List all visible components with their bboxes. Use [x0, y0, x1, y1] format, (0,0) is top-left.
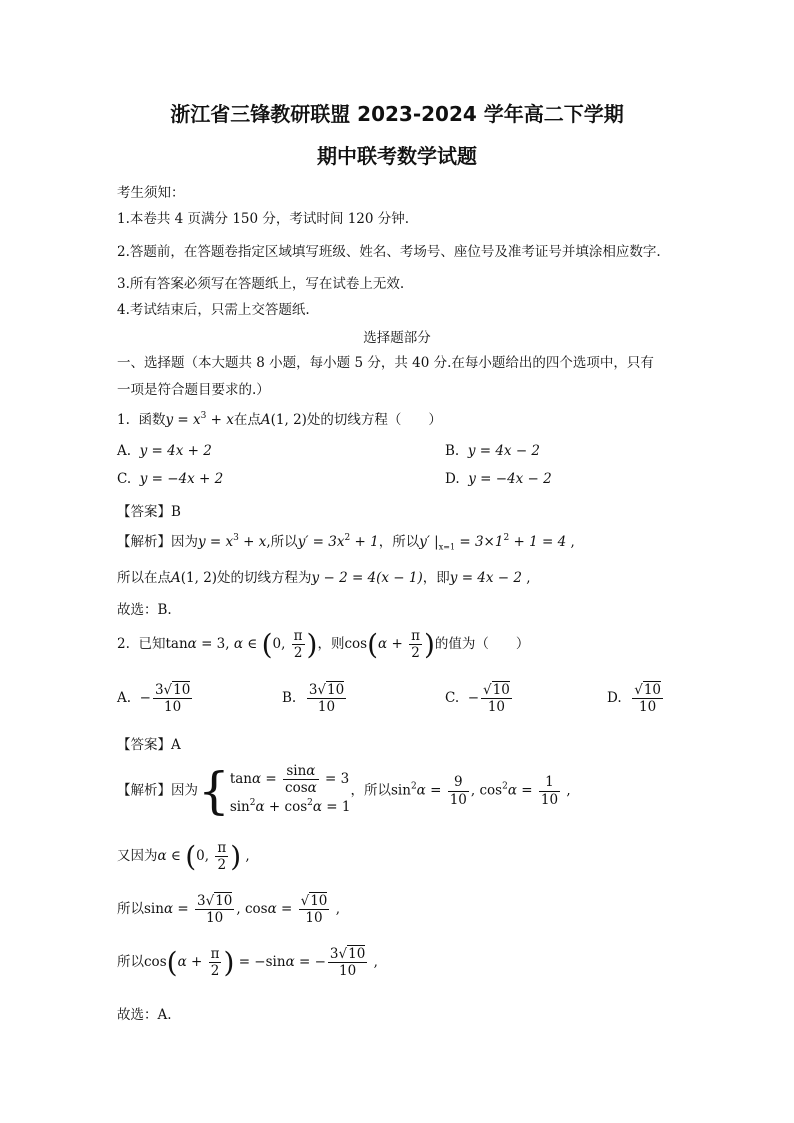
- question-1-stem: 1. 函数$y = x^3 + x$在点A(1, 2)处的切线方程（ ）: [117, 411, 442, 428]
- question-2-analysis: 【解析】因为{tanα = $\frac{\sin\alpha}{\cos\alpha}$ = 3 $\sin^2\alpha + \cos^2\alpha = 1$，所以$\sin^2\alpha$ = $\frac{9}{10}$ , $\cos^2\alpha$ = $\frac{1}{10}$ ,: [117, 762, 571, 820]
- exam-title-line1: 浙江省三锋教研联盟 2023-2024 学年高二下学期: [170, 102, 624, 126]
- question-2-conclusion: 故选：A.: [117, 1007, 172, 1023]
- notice-heading: 考生须知：: [117, 185, 185, 201]
- notice-item: 4.考试结束后，只需上交答题纸.: [117, 302, 310, 318]
- question-1-analysis: 【解析】因为$y = x^3 + x$,所以$y' = 3x^2 + 1$，所以y′ $|_{x=1} = 3\times 1^2 + 1 = 4$ ,: [117, 533, 575, 552]
- question-1-option-d: D. y = −4x − 2: [445, 471, 552, 487]
- question-2-stem: 2. 已知tanα = 3, α ∈ (0, $\frac{\pi}{2}$ )，则cos(α + $\frac{\pi}{2}$ )的值为（ ）: [117, 628, 530, 662]
- question-1-option-a: A. y = 4x + 2: [117, 443, 212, 459]
- question-2-option-a: A. − $\frac{3√10}{10}$: [117, 682, 191, 716]
- question-number: 1.: [117, 412, 130, 428]
- notice-item: 1.本卷共 4 页满分 150 分，考试时间 120 分钟.: [117, 211, 410, 227]
- question-2-option-d: D. $\frac{√10}{10}$: [607, 682, 662, 716]
- question-1-analysis-line2: 所以在点A(1, 2)处的切线方程为y − 2 = 4(x − 1)，即y = 4x − 2 ,: [117, 570, 531, 586]
- section-title: 选择题部分: [363, 330, 431, 346]
- question-1-option-c: C. y = −4x + 2: [117, 471, 224, 487]
- question-1-option-b: B. y = 4x − 2: [445, 443, 541, 459]
- question-1-answer: 【答案】B: [117, 504, 181, 520]
- question-2-option-b: B. $\frac{3√10}{10}$: [282, 682, 345, 716]
- question-2-analysis-line2: 又因为α ∈ (0, $\frac{\pi}{2}$ ) ,: [117, 840, 250, 874]
- question-1-conclusion: 故选：B.: [117, 602, 172, 618]
- question-2-analysis-line4: 所以cos(α + $\frac{\pi}{2}$ ) = −sinα = − $\frac{3√10}{10}$ ,: [117, 946, 378, 980]
- exam-title-line2: 期中联考数学试题: [317, 144, 477, 168]
- notice-item: 3.所有答案必须写在答题纸上，写在试卷上无效.: [117, 276, 405, 292]
- question-2-answer: 【答案】A: [117, 737, 181, 753]
- question-2-option-c: C. − $\frac{√10}{10}$: [445, 682, 510, 716]
- question-number: 2.: [117, 636, 130, 653]
- notice-item: 2.答题前，在答题卷指定区域填写班级、姓名、考场号、座位号及准考证号并填涂相应数字.: [117, 244, 661, 260]
- part-instructions: 一项是符合题目要求的.）: [117, 382, 270, 398]
- part-instructions: 一、选择题（本大题共 8 小题，每小题 5 分，共 40 分.在每小题给出的四个选项中，只有: [117, 355, 654, 371]
- question-2-analysis-line3: 所以sinα = $\frac{3√10}{10}$ , cosα = $\frac{√10}{10}$ ,: [117, 893, 340, 927]
